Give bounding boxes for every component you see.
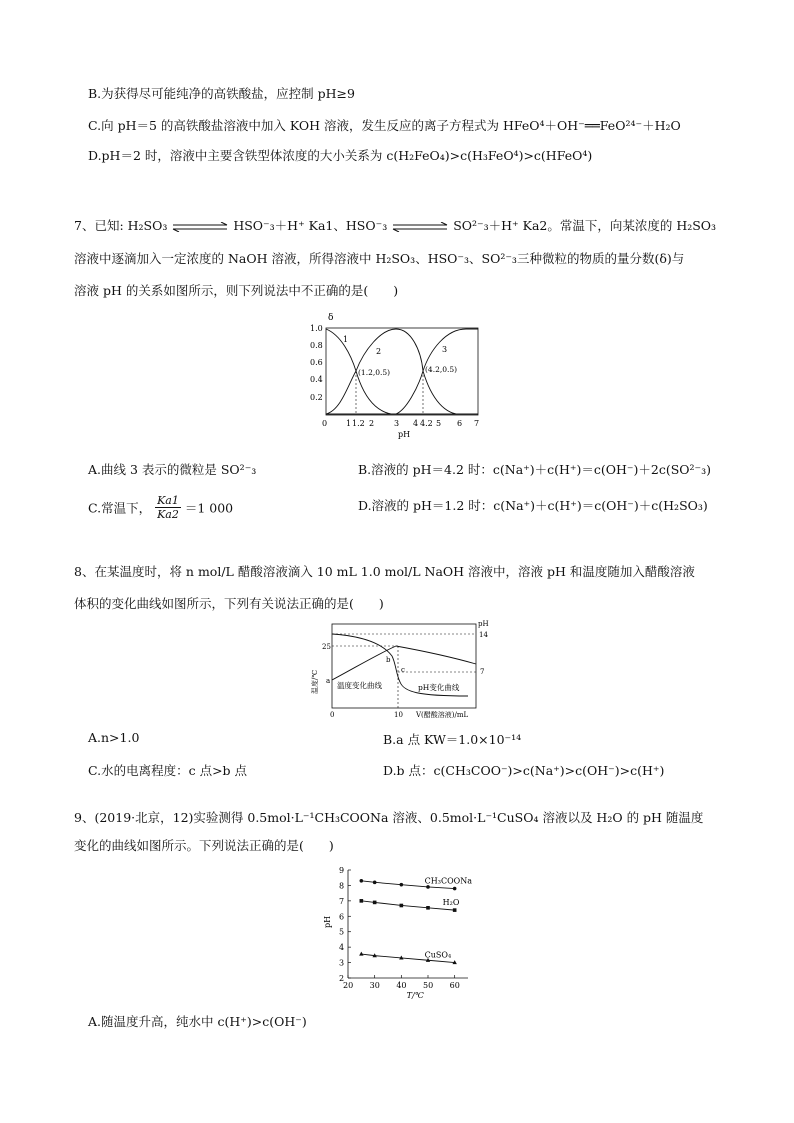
option-7c-suffix: ＝1 000: [184, 500, 234, 516]
q7-text-part: a2。常温下，向某浓度的 H₂SO₃: [531, 218, 717, 233]
fig7-xtick: 0: [322, 419, 328, 428]
fig9-point: [453, 887, 457, 891]
fig8-point-label: c: [401, 666, 405, 674]
fig7-ytick: 0.4: [310, 375, 323, 384]
q7-text-part: HSO⁻₃＋H⁺ K: [233, 218, 318, 233]
fig9-ytick-label: 6: [339, 912, 345, 922]
fig8-tick: 7: [480, 668, 485, 676]
question-7-line3: 溶液 pH 的关系如图所示，则下列说法中不正确的是( ): [74, 283, 399, 298]
option-7c-prefix: C.常温下，: [88, 500, 152, 516]
option-7a: A.曲线 3 表示的微粒是 SO²⁻₃: [88, 462, 257, 477]
figure-7-distribution-chart: [306, 310, 496, 440]
fraction-denominator: Ka2: [157, 508, 179, 521]
question-9-line2: 变化的曲线如图所示。下列说法正确的是( ): [74, 838, 334, 853]
fig7-xtick: 7: [474, 419, 480, 428]
fig9-point: [359, 952, 363, 956]
fig7-point-label: (4.2,0.5): [425, 365, 458, 374]
fig7-ytick: 1.0: [310, 324, 323, 333]
fig7-curve-label: 1: [343, 335, 349, 344]
fig7-ytick: 0.8: [310, 341, 323, 350]
fig8-tick: 14: [479, 631, 488, 639]
fig8-tick: a: [326, 677, 331, 685]
option-7b: B.溶液的 pH＝4.2 时：c(Na⁺)＋c(H⁺)＝c(OH⁻)＋2c(SO²⁻₃): [358, 462, 712, 477]
fig9-ytick-label: 7: [339, 896, 345, 906]
fig9-series-label: CuSO₄: [424, 950, 452, 960]
question-8-line1: 8、在某温度时，将 n mol/L 醋酸溶液滴入 10 mL 1.0 mol/L NaOH 溶液中，溶液 pH 和温度随加入醋酸溶液: [74, 564, 695, 579]
option-9a: A.随温度升高，纯水中 c(H⁺)>c(OH⁻): [88, 1014, 307, 1029]
fig7-xlabel: pH: [398, 430, 411, 439]
fraction-numerator: Ka1: [157, 494, 179, 507]
option-6c: C.向 pH＝5 的高铁酸盐溶液中加入 KOH 溶液，发生反应的离子方程式为 HFeO⁴＋OH⁻══FeO²⁴⁻＋H₂O: [88, 118, 681, 133]
figure-8-titration-chart: [308, 616, 498, 720]
option-7d: D.溶液的 pH＝1.2 时：c(Na⁺)＋c(H⁺)＝c(OH⁻)＋c(H₂SO₃): [358, 498, 708, 513]
fig9-ytick-label: 2: [339, 974, 345, 983]
fig9-xlabel: T/℃: [406, 991, 424, 1000]
fig9-point: [426, 885, 430, 889]
q7-text-part: 7、已知: H₂SO₃: [74, 218, 168, 233]
fig9-point: [373, 881, 377, 885]
option-7c-fraction: [155, 494, 181, 521]
fig9-xtick-label: 20: [343, 981, 354, 990]
fig7-curve-label: 2: [376, 347, 382, 356]
option-7c: [88, 494, 233, 521]
fig8-xlabel: V(醋酸溶液)/mL: [416, 711, 469, 719]
option-8b: B.a 点 KW＝1.0×10⁻¹⁴: [383, 732, 522, 747]
q7-text-part: a1、HSO⁻₃: [317, 218, 388, 233]
fig9-ytick-label: 4: [339, 943, 345, 953]
question-9-line1: 9、(2019·北京，12)实验测得 0.5mol·L⁻¹CH₃COONa 溶液、0.5mol·L⁻¹CuSO₄ 溶液以及 H₂O 的 pH 随温度: [74, 810, 704, 825]
fig8-temp-curve: [332, 646, 476, 680]
fig9-series-label: H₂O: [442, 898, 460, 908]
fig8-xtick: 0: [330, 711, 335, 719]
fig9-point: [373, 901, 377, 905]
fig9-series-label: CH₃COONa: [424, 876, 472, 886]
fig9-point: [426, 906, 430, 910]
fig7-xtick: 2: [369, 419, 375, 428]
option-8c: C.水的电离程度：c 点>b 点: [88, 763, 248, 778]
fig9-point: [453, 908, 457, 912]
option-8d: D.b 点：c(CH₃COO⁻)>c(Na⁺)>c(OH⁻)>c(H⁺): [383, 763, 665, 778]
figure-9-ph-temperature-chart: [318, 862, 478, 1002]
fig7-xtick: 5: [436, 419, 442, 428]
fig9-xtick-label: 50: [423, 981, 434, 990]
fig9-svg: [318, 862, 478, 1002]
fig7-xtick: 4.2: [420, 419, 433, 428]
fig9-xtick-label: 30: [369, 981, 380, 990]
fig9-point: [360, 879, 364, 883]
fig9-point: [400, 883, 404, 887]
fig7-xtick: 1.2: [352, 419, 365, 428]
fig7-xtick: 3: [394, 419, 400, 428]
fig7-point-label: (1.2,0.5): [358, 368, 391, 377]
option-6d: D.pH＝2 时，溶液中主要含铁型体浓度的大小关系为 c(H₂FeO₄)>c(H₃FeO⁴)>c(HFeO⁴): [88, 148, 593, 163]
fig8-curve-label: pH变化曲线: [418, 683, 460, 692]
fig7-xtick: 6: [457, 419, 463, 428]
fig7-xtick: 4: [413, 419, 419, 428]
fig8-point-label: b: [386, 656, 391, 664]
fig8-ylabel-left: 温度/℃: [311, 669, 319, 694]
fig9-xtick-label: 60: [449, 981, 460, 990]
fig8-curve-label: 温度变化曲线: [337, 681, 382, 690]
fig7-ytick: 0.6: [310, 358, 323, 367]
fig7-curve-label: 3: [442, 345, 448, 354]
fig7-xtick: 1: [346, 419, 352, 428]
option-6b: B.为获得尽可能纯净的高铁酸盐，应控制 pH≥9: [88, 86, 355, 101]
option-8a: A.n>1.0: [88, 730, 140, 745]
fig9-xtick-label: 40: [396, 981, 407, 990]
question-7-line2: 溶液中逐滴加入一定浓度的 NaOH 溶液，所得溶液中 H₂SO₃、HSO⁻₃、SO²⁻₃三种微粒的物质的量分数(δ)与: [74, 251, 685, 266]
fig9-point: [400, 904, 404, 908]
fig9-ytick-label: 9: [339, 866, 345, 875]
fig7-ylabel: δ: [328, 313, 334, 323]
equilibrium-arrow-icon: [171, 222, 229, 232]
question-8-line2: 体积的变化曲线如图所示，下列有关说法正确的是( ): [74, 596, 384, 611]
fig9-point: [360, 899, 364, 903]
fig8-xtick: 10: [394, 711, 403, 719]
q7-text-part: SO²⁻₃＋H⁺ K: [453, 218, 532, 233]
fig9-ylabel: pH: [323, 915, 332, 928]
equilibrium-arrow-icon: [391, 222, 449, 232]
question-7-line1: [74, 216, 716, 234]
fig7-ytick: 0.2: [310, 393, 323, 402]
fig8-tick: 25: [322, 643, 331, 651]
fig8-ylabel-right: pH: [478, 620, 489, 628]
fig9-ytick-label: 3: [339, 958, 345, 968]
fig9-ytick-label: 8: [339, 881, 345, 891]
fig9-ytick-label: 5: [339, 927, 345, 937]
